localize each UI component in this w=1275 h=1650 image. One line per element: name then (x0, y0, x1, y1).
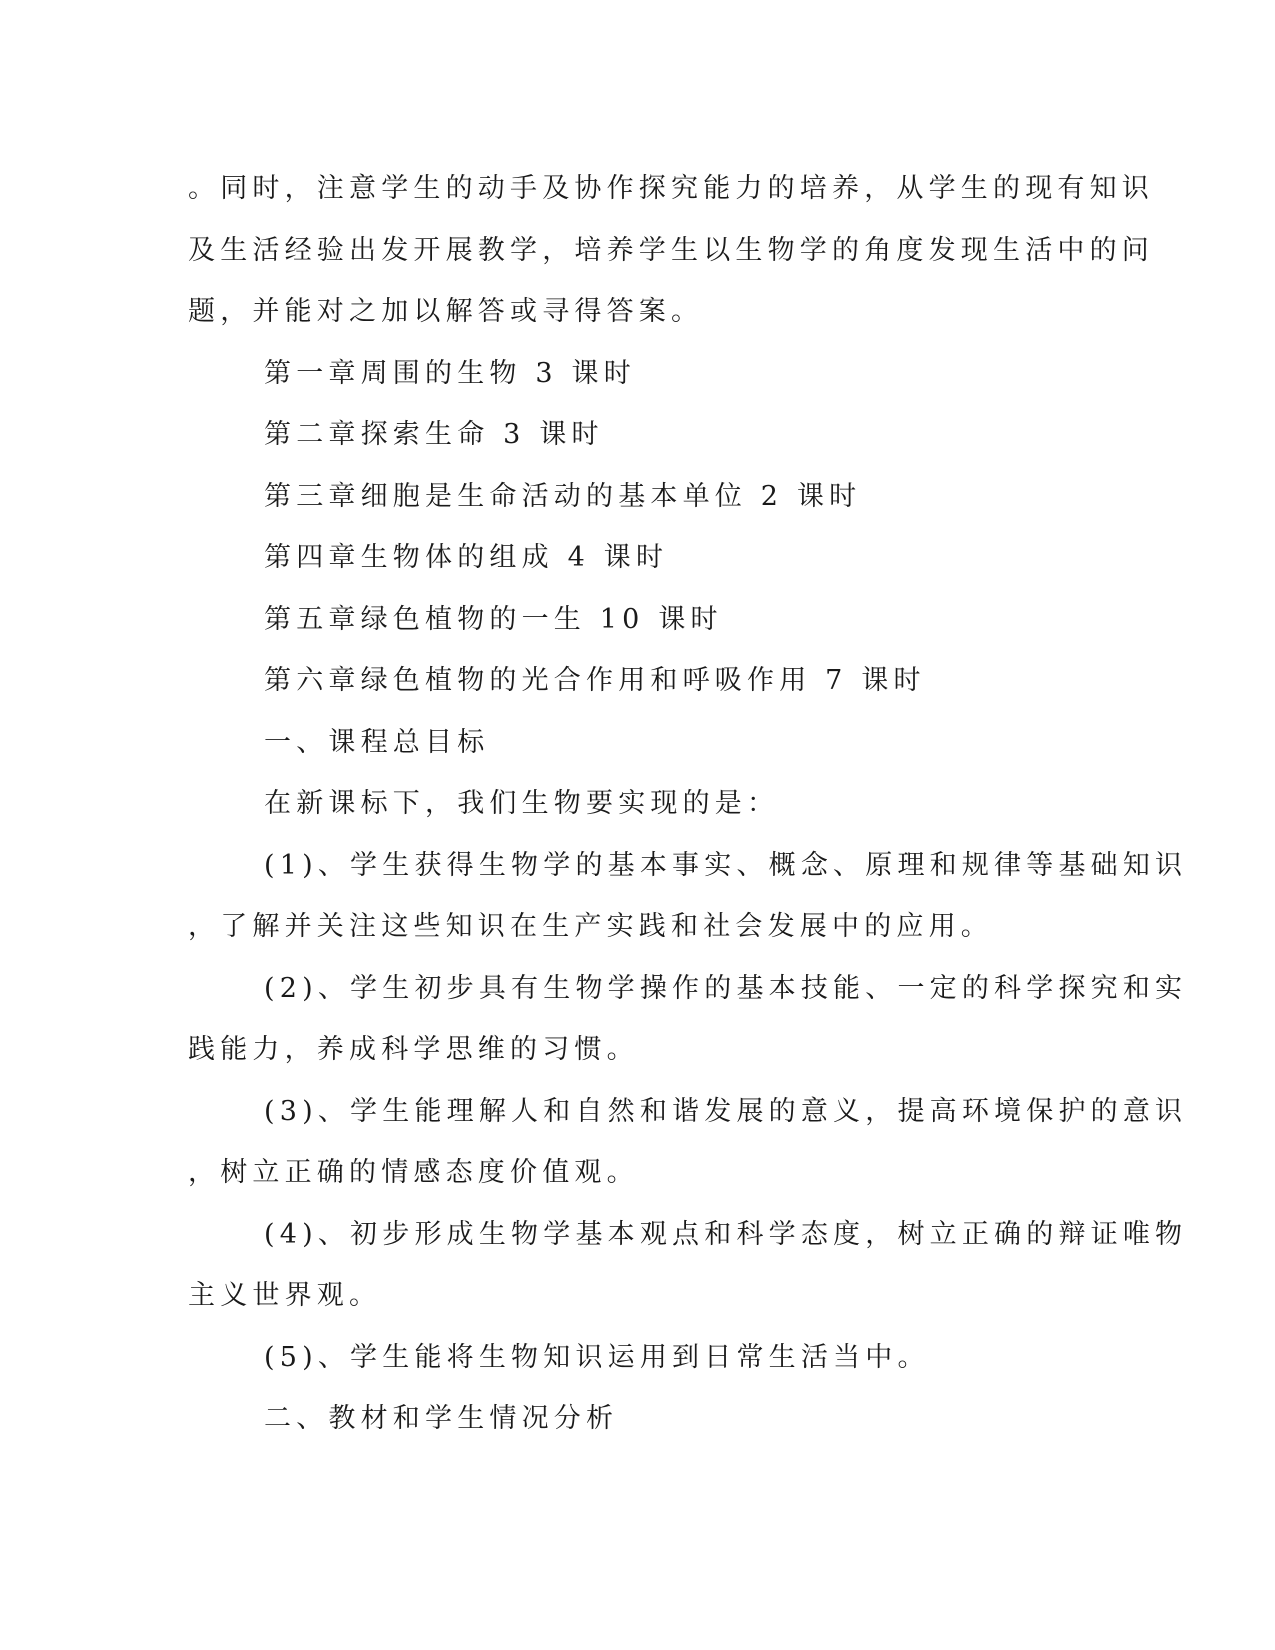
text-line: 题，并能对之加以解答或寻得答案。 (188, 296, 704, 327)
chapter-line: 第三章细胞是生命活动的基本单位 2 课时 (264, 480, 862, 512)
chapter-line: 第六章绿色植物的光合作用和呼吸作用 7 课时 (264, 665, 926, 696)
text-line: 。同时，注意学生的动手及协作探究能力的培养，从学生的现有知识 (188, 173, 1154, 204)
goal-item: (4)、初步形成生物学基本观点和科学态度，树立正确的辩证唯物 (264, 1218, 1188, 1250)
section-heading: 一、课程总目标 (264, 726, 490, 758)
text-line: ，树立正确的情感态度价值观。 (188, 1157, 639, 1188)
goal-item: (1)、学生获得生物学的基本事实、概念、原理和规律等基础知识 (264, 849, 1188, 881)
chapter-line: 第一章周围的生物 3 课时 (264, 357, 636, 389)
goal-item: (5)、学生能将生物知识运用到日常生活当中。 (264, 1341, 930, 1373)
chapter-line: 第五章绿色植物的一生 10 课时 (264, 603, 723, 635)
text-line: ，了解并关注这些知识在生产实践和社会发展中的应用。 (188, 911, 993, 942)
goal-item: (3)、学生能理解人和自然和谐发展的意义，提高环境保护的意识 (264, 1095, 1188, 1127)
chapter-line: 第四章生物体的组成 4 课时 (264, 542, 669, 573)
text-line: 践能力，养成科学思维的习惯。 (188, 1034, 639, 1065)
text-line: 在新课标下，我们生物要实现的是： (264, 788, 780, 819)
document-body (188, 158, 1188, 1450)
text-line: 主义世界观。 (188, 1280, 382, 1311)
chapter-line: 第二章探索生命 3 课时 (264, 419, 604, 450)
text-line: 及生活经验出发开展教学，培养学生以生物学的角度发现生活中的问 (188, 234, 1154, 266)
goal-item: (2)、学生初步具有生物学操作的基本技能、一定的科学探究和实 (264, 972, 1188, 1004)
section-heading: 二、教材和学生情况分析 (264, 1403, 619, 1434)
